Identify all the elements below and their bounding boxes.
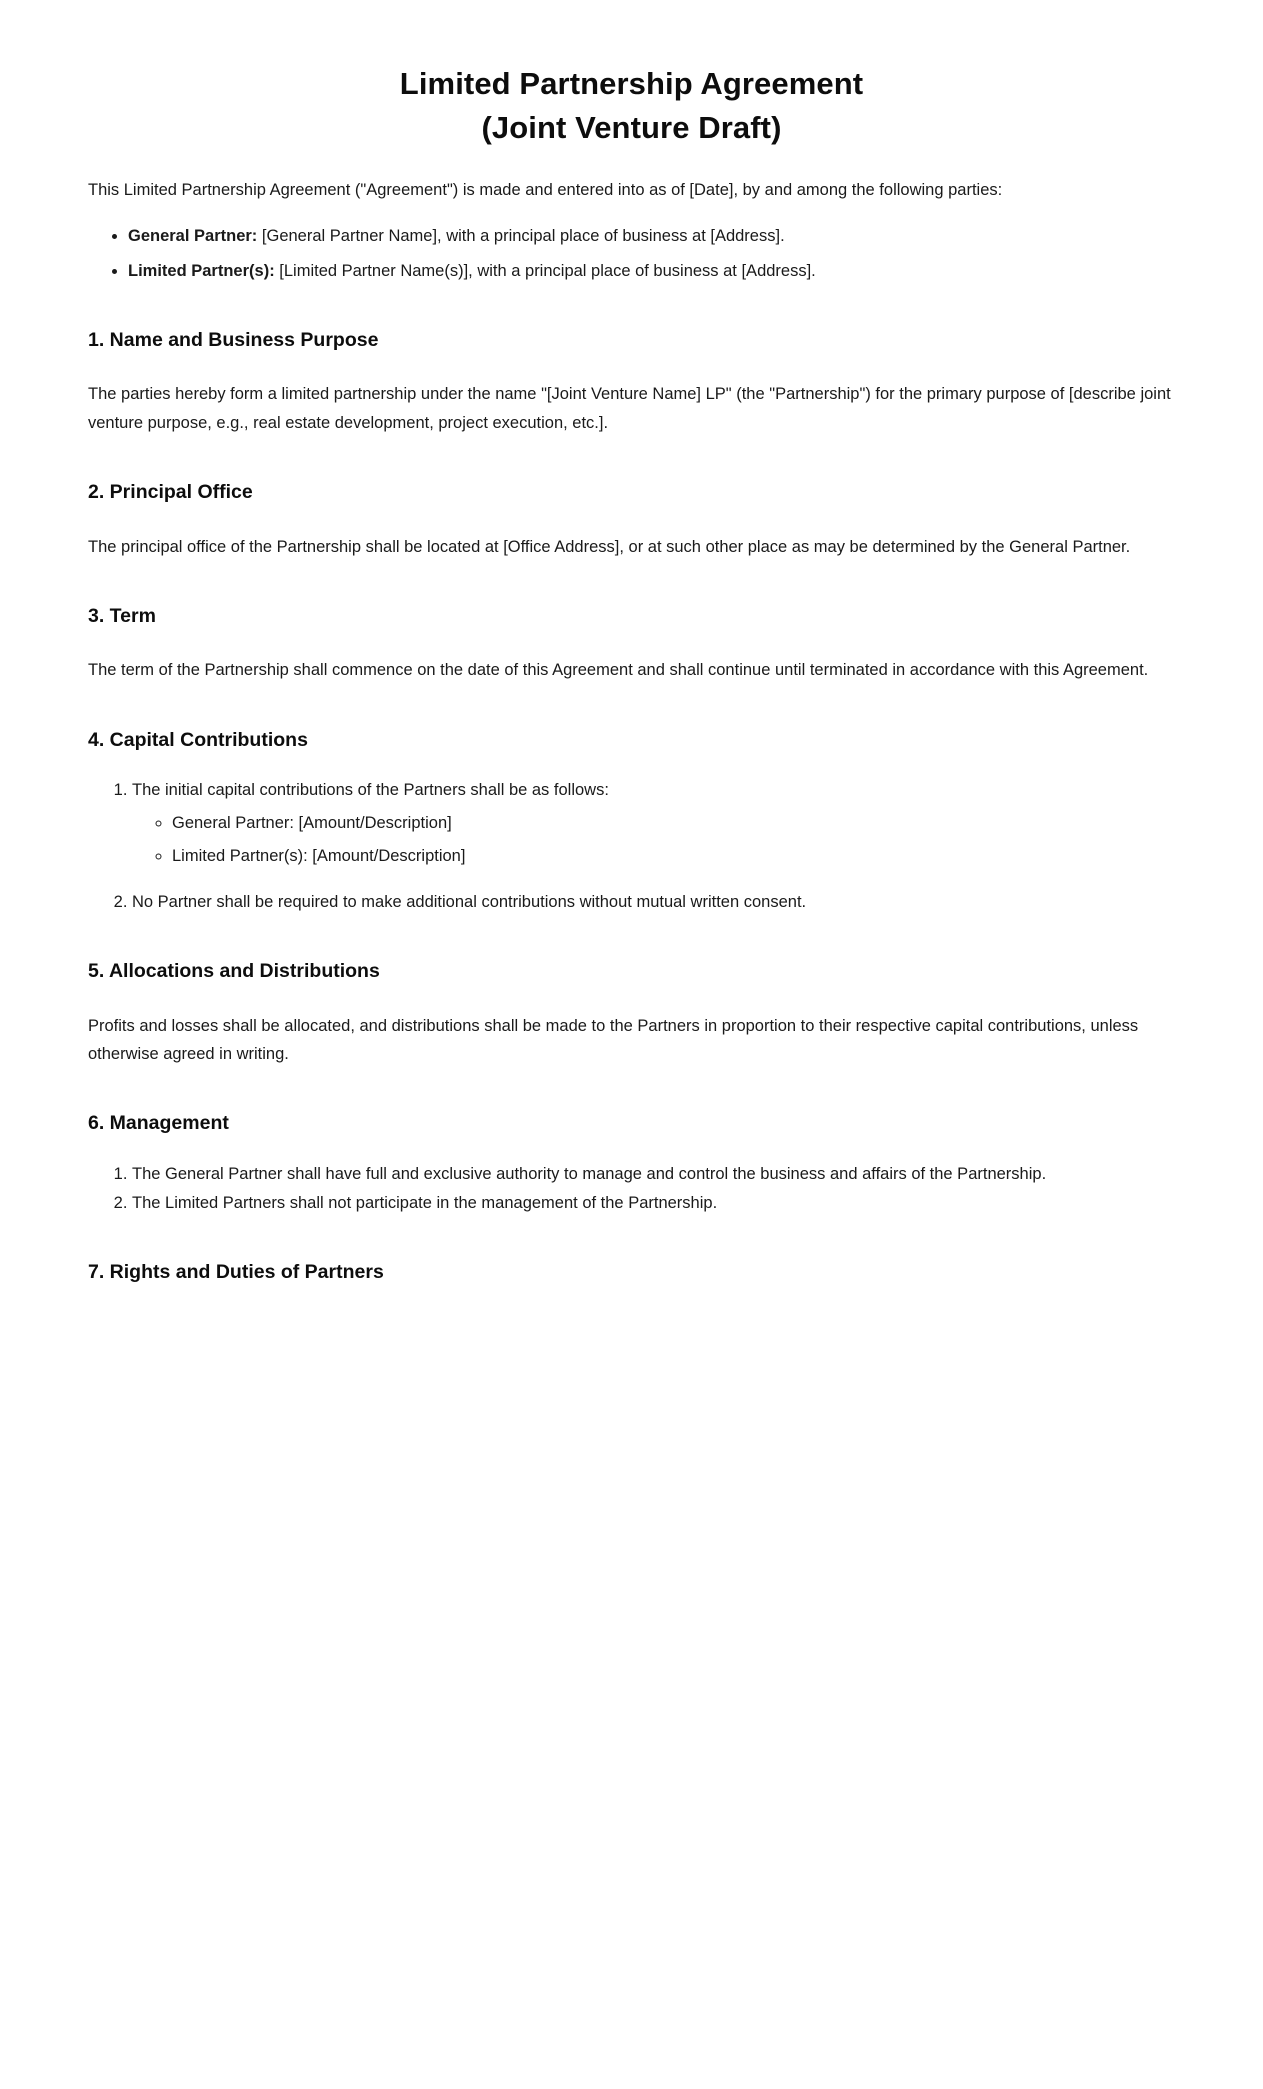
section-7 bbox=[88, 1259, 1175, 1286]
page-title bbox=[88, 62, 1175, 150]
capital-contributions-list bbox=[88, 776, 1175, 917]
list-item: ◦ Limited Partner(s): [Amount/Description] bbox=[172, 842, 1175, 870]
section-heading: 4. Capital Contributions bbox=[88, 728, 308, 751]
section-heading: 2. Principal Office bbox=[88, 481, 253, 504]
list-item: ◦ General Partner: [Amount/Description] bbox=[172, 809, 1175, 837]
section-heading: 7. Rights and Duties of Partners bbox=[88, 1261, 384, 1284]
section-paragraph: The principal office of the Partnership shall be located at [Office Address], or at such other place as may be determined by the General Partner. bbox=[88, 537, 1131, 556]
party-label: Limited Partner(s): bbox=[128, 261, 275, 280]
parties-list bbox=[88, 222, 1175, 285]
list-item: 1. The General Partner shall have full and exclusive authority to manage and control the business and affairs of the Partnership. bbox=[132, 1160, 1175, 1188]
section-3 bbox=[88, 603, 1175, 685]
section-heading: 3. Term bbox=[88, 604, 156, 627]
section-1 bbox=[88, 327, 1175, 437]
party-detail: [General Partner Name], with a principal place of business at [Address]. bbox=[257, 227, 785, 246]
list-item bbox=[128, 222, 1175, 250]
section-paragraph: The parties hereby form a limited partnership under the name "[Joint Venture Name] LP" (the "Partnership") for the primary purpose of [describe joint venture purpose, e.g., real estate development, project execution, etc.]. bbox=[88, 385, 1171, 432]
page-title-line-2: (Joint Venture Draft) bbox=[481, 110, 782, 146]
management-list bbox=[88, 1160, 1175, 1218]
capital-contributions-sublist bbox=[132, 809, 1175, 870]
list-item bbox=[128, 257, 1175, 285]
preamble-paragraph: This Limited Partnership Agreement ("Agreement") is made and entered into as of [Date], by and among the following parties: bbox=[88, 181, 1003, 200]
list-item: 2. The Limited Partners shall not participate in the management of the Partnership. bbox=[132, 1189, 1175, 1217]
list-item bbox=[132, 776, 1175, 870]
section-5 bbox=[88, 958, 1175, 1068]
section-2 bbox=[88, 479, 1175, 561]
section-6 bbox=[88, 1110, 1175, 1217]
list-item-text: The initial capital contributions of the Partners shall be as follows: bbox=[132, 780, 609, 799]
section-heading: 5. Allocations and Distributions bbox=[88, 960, 380, 983]
section-4 bbox=[88, 727, 1175, 917]
party-label: General Partner: bbox=[128, 227, 258, 246]
section-heading: 6. Management bbox=[88, 1112, 229, 1135]
section-heading: 1. Name and Business Purpose bbox=[88, 329, 379, 352]
section-paragraph: Profits and losses shall be allocated, and distributions shall be made to the Partners in proportion to their respective capital contributions, unless otherwise agreed in writing. bbox=[88, 1016, 1139, 1064]
page-title-line-1: Limited Partnership Agreement bbox=[399, 66, 864, 101]
list-item: 2. No Partner shall be required to make additional contributions without mutual written consent. bbox=[132, 888, 1175, 916]
section-paragraph: The term of the Partnership shall commence on the date of this Agreement and shall continue until terminated in accordance with this Agreement. bbox=[88, 661, 1149, 680]
party-detail: [Limited Partner Name(s)], with a principal place of business at [Address]. bbox=[274, 261, 816, 280]
